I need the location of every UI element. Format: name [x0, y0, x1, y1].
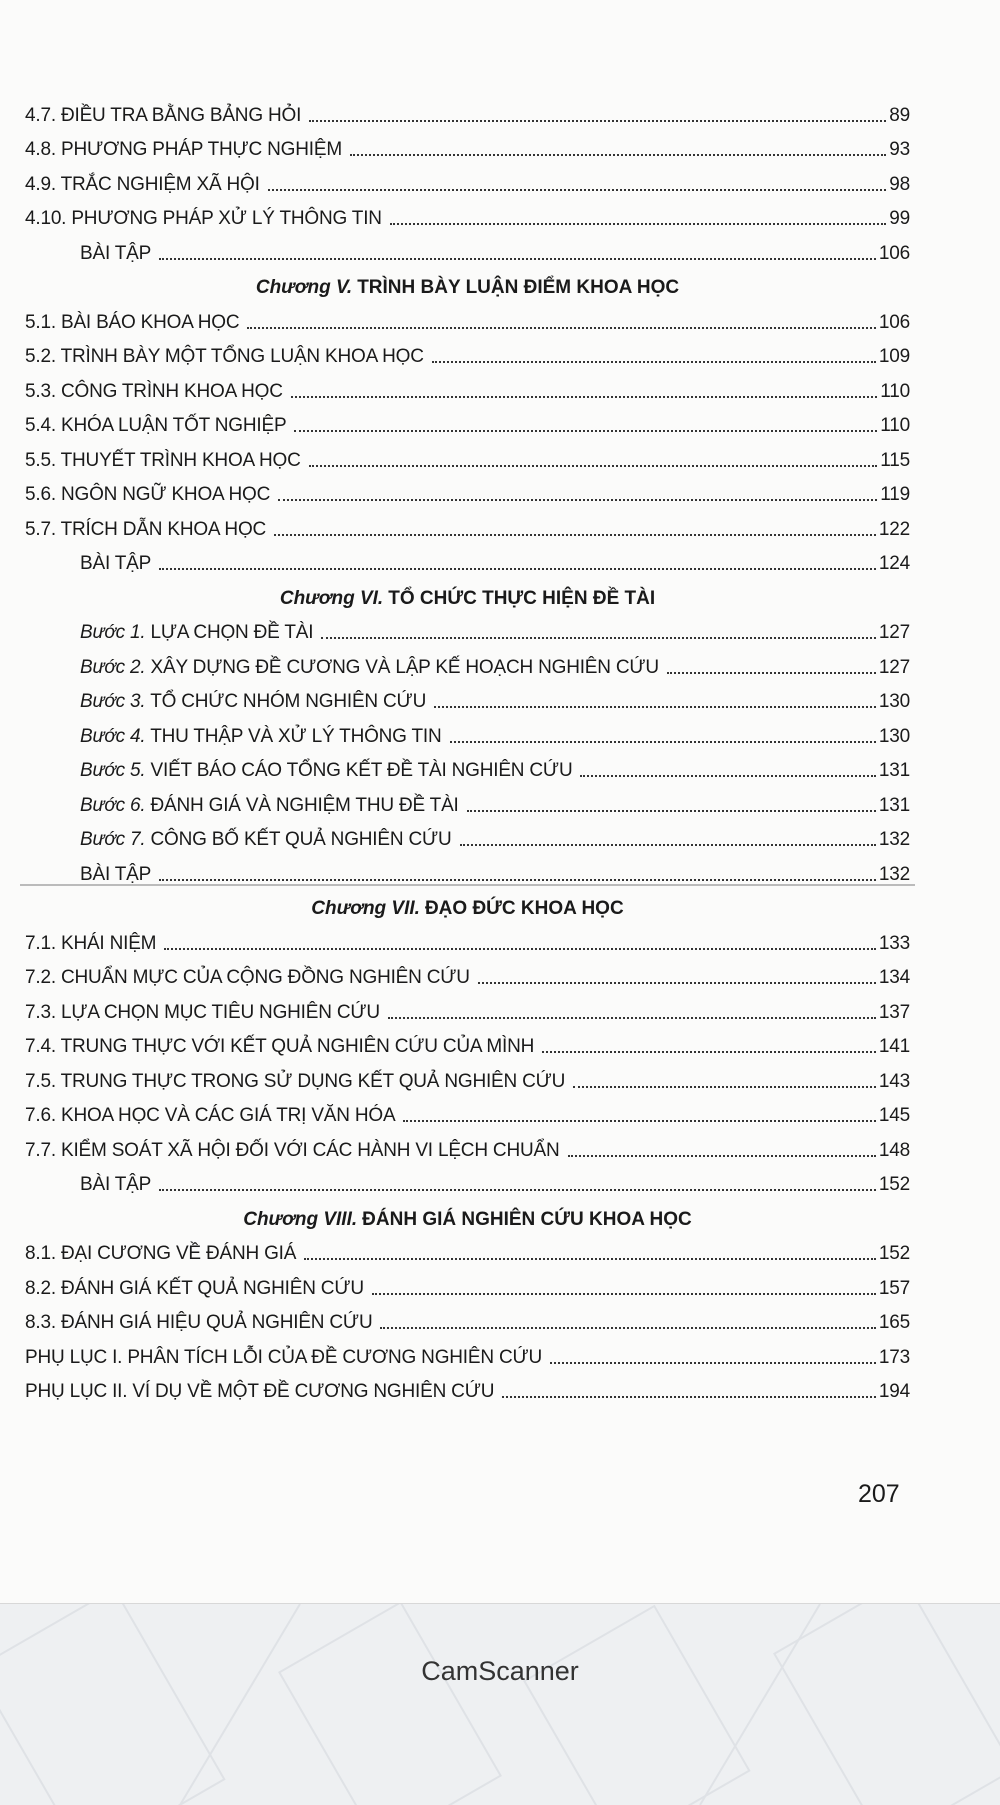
toc-entry — [25, 851, 910, 886]
entry-label-wrap — [25, 139, 342, 161]
dot-leader — [350, 154, 886, 156]
entry-page-number: 131 — [878, 760, 910, 781]
toc-entry — [25, 817, 910, 852]
entry-page-number: 110 — [880, 380, 910, 402]
entry-label: 4.10. PHƯƠNG PHÁP XỬ LÝ THÔNG TIN — [25, 208, 382, 229]
entry-label: 5.6. NGÔN NGỮ KHOA HỌC — [25, 484, 271, 505]
chapter-heading — [25, 265, 910, 300]
toc-entry — [25, 1369, 910, 1404]
entry-label-wrap — [25, 1071, 565, 1093]
dot-leader — [432, 361, 876, 363]
entry-page-number: 132 — [878, 829, 910, 850]
toc-entry — [25, 1058, 910, 1093]
toc-entry — [25, 506, 910, 541]
toc-entry — [25, 161, 910, 196]
entry-label-wrap — [80, 657, 659, 679]
entry-label-wrap — [25, 519, 266, 541]
entry-label-wrap — [80, 760, 572, 782]
toc-entry — [25, 472, 910, 507]
chapter-prefix: Chương V. — [255, 277, 353, 298]
chapter-title: ĐẠO ĐỨC KHOA HỌC — [424, 898, 624, 919]
entry-label-wrap — [80, 795, 459, 817]
toc-entry — [25, 1127, 910, 1162]
entry-page-number: 106 — [878, 242, 910, 264]
toc-entry — [25, 1231, 910, 1266]
dot-leader — [372, 1293, 876, 1295]
entry-page-number: 115 — [880, 449, 910, 471]
dot-leader — [268, 189, 887, 191]
step-prefix: Bước 6. — [80, 794, 146, 816]
entry-label: 5.4. KHÓA LUẬN TỐT NGHIỆP — [25, 415, 287, 436]
entry-label: VIẾT BÁO CÁO TỔNG KẾT ĐỀ TÀI NGHIÊN CỨU — [150, 760, 573, 781]
page-number: 207 — [858, 1480, 900, 1508]
chapter-title: TRÌNH BÀY LUẬN ĐIỂM KHOA HỌC — [357, 277, 680, 298]
chapter-prefix: Chương VIII. — [243, 1208, 358, 1230]
entry-label-wrap — [25, 1140, 560, 1162]
entry-label-wrap — [25, 312, 239, 334]
toc-entry — [25, 230, 910, 265]
dot-leader — [291, 396, 878, 398]
dot-leader — [403, 1120, 875, 1122]
toc-entry — [25, 920, 910, 955]
toc-entry — [25, 679, 910, 714]
chapter-prefix: Chương VII. — [311, 898, 420, 919]
dot-leader — [390, 223, 886, 225]
entry-page-number: 119 — [880, 484, 910, 505]
dot-leader — [159, 1189, 876, 1191]
entry-label: 7.4. TRUNG THỰC VỚI KẾT QUẢ NGHIÊN CỨU CỦA MÌNH — [25, 1036, 535, 1057]
toc-entry — [25, 1162, 910, 1197]
table-of-contents — [25, 92, 910, 1403]
toc-entry — [25, 1265, 910, 1300]
entry-label: BÀI TẬP — [80, 553, 152, 574]
dot-leader — [478, 982, 876, 984]
entry-label: 5.2. TRÌNH BÀY MỘT TỔNG LUẬN KHOA HỌC — [25, 346, 424, 367]
dot-leader — [450, 741, 876, 743]
entry-page-number: 124 — [878, 553, 910, 574]
entry-page-number: 131 — [878, 794, 910, 816]
dot-leader — [309, 465, 878, 467]
entry-label: 4.7. ĐIỀU TRA BẰNG BẢNG HỎI — [25, 104, 302, 126]
entry-page-number: 110 — [880, 415, 910, 436]
toc-entry — [25, 610, 910, 645]
entry-label: 5.3. CÔNG TRÌNH KHOA HỌC — [25, 380, 283, 402]
entry-page-number: 141 — [878, 1036, 910, 1057]
step-prefix: Bước 2. — [80, 656, 146, 678]
entry-page-number: 89 — [889, 104, 910, 126]
entry-page-number: 145 — [878, 1105, 910, 1126]
entry-label-wrap — [25, 1278, 364, 1300]
entry-label: 4.8. PHƯƠNG PHÁP THỰC NGHIỆM — [25, 139, 342, 160]
entry-label-wrap — [25, 1381, 494, 1403]
entry-page-number: 194 — [878, 1381, 910, 1402]
entry-page-number: 132 — [878, 863, 910, 885]
entry-label-wrap — [80, 864, 151, 886]
dot-leader — [247, 327, 876, 329]
chapter-heading — [25, 575, 910, 610]
background-pattern — [0, 1604, 1000, 1805]
entry-label: BÀI TẬP — [80, 1174, 152, 1195]
dot-leader — [294, 430, 877, 432]
dot-leader — [388, 1017, 876, 1019]
step-prefix: Bước 5. — [80, 760, 146, 781]
entry-label: 5.5. THUYẾT TRÌNH KHOA HỌC — [25, 449, 301, 471]
entry-page-number: 133 — [878, 932, 910, 954]
entry-label: PHỤ LỤC I. PHÂN TÍCH LỖI CỦA ĐỀ CƯƠNG NGHIÊN CỨU — [25, 1346, 543, 1368]
entry-label-wrap — [25, 415, 286, 437]
entry-page-number: 99 — [889, 208, 910, 229]
entry-page-number: 130 — [878, 691, 910, 712]
entry-label: BÀI TẬP — [80, 863, 152, 885]
chapter-heading — [25, 1196, 910, 1231]
entry-label-wrap — [25, 1312, 372, 1334]
entry-page-number: 134 — [878, 967, 910, 988]
toc-entry — [25, 1093, 910, 1128]
entry-label: 7.6. KHOA HỌC VÀ CÁC GIÁ TRỊ VĂN HÓA — [25, 1105, 396, 1126]
entry-page-number: 127 — [878, 656, 910, 678]
entry-page-number: 106 — [878, 311, 910, 333]
toc-entry — [25, 127, 910, 162]
dot-leader — [309, 120, 886, 122]
entry-page-number: 165 — [878, 1312, 910, 1333]
entry-label-wrap — [80, 1174, 151, 1196]
entry-page-number: 122 — [878, 518, 910, 540]
entry-page-number: 127 — [878, 622, 910, 643]
entry-label-wrap — [25, 346, 424, 368]
entry-label: THU THẬP VÀ XỬ LÝ THÔNG TIN — [150, 725, 442, 747]
entry-label: 4.9. TRẮC NGHIỆM XÃ HỘI — [25, 173, 260, 195]
entry-label-wrap — [25, 450, 301, 472]
entry-label: 7.3. LỰA CHỌN MỤC TIÊU NGHIÊN CỨU — [25, 1001, 380, 1023]
entry-page-number: 148 — [878, 1139, 910, 1161]
chapter-prefix: Chương VI. — [279, 587, 384, 609]
entry-label-wrap — [25, 1036, 534, 1058]
entry-page-number: 98 — [889, 173, 910, 195]
step-prefix: Bước 4. — [80, 725, 146, 747]
dot-leader — [159, 258, 876, 260]
dot-leader — [304, 1258, 876, 1260]
toc-entry — [25, 748, 910, 783]
dot-leader — [568, 1155, 876, 1157]
toc-entry — [25, 644, 910, 679]
toc-entry — [25, 955, 910, 990]
entry-label-wrap — [25, 1347, 542, 1369]
entry-page-number: 93 — [889, 139, 910, 160]
dot-leader — [159, 879, 876, 881]
toc-entry — [25, 782, 910, 817]
toc-entry — [25, 403, 910, 438]
entry-label: 7.1. KHÁI NIỆM — [25, 932, 157, 954]
dot-leader — [278, 499, 877, 501]
entry-label-wrap — [80, 726, 442, 748]
entry-label: XÂY DỰNG ĐỀ CƯƠNG VÀ LẬP KẾ HOẠCH NGHIÊN CỨU — [150, 656, 659, 678]
toc-entry — [25, 334, 910, 369]
entry-label-wrap — [25, 933, 156, 955]
dot-leader — [321, 637, 876, 639]
entry-label: 8.3. ĐÁNH GIÁ HIỆU QUẢ NGHIÊN CỨU — [25, 1312, 373, 1333]
dot-leader — [460, 844, 876, 846]
dot-leader — [434, 706, 876, 708]
entry-page-number: 137 — [878, 1001, 910, 1023]
toc-entry — [25, 299, 910, 334]
entry-page-number: 109 — [878, 346, 910, 367]
entry-label: PHỤ LỤC II. VÍ DỤ VỀ MỘT ĐỀ CƯƠNG NGHIÊN CỨU — [25, 1381, 495, 1402]
entry-page-number: 143 — [878, 1070, 910, 1092]
dot-leader — [580, 775, 875, 777]
dot-leader — [667, 672, 876, 674]
toc-entry — [25, 368, 910, 403]
dot-leader — [164, 948, 876, 950]
toc-entry — [25, 196, 910, 231]
toc-entry — [25, 437, 910, 472]
entry-label-wrap — [80, 553, 151, 575]
entry-label: 5.7. TRÍCH DẪN KHOA HỌC — [25, 518, 267, 540]
entry-label: 7.2. CHUẨN MỰC CỦA CỘNG ĐỒNG NGHIÊN CỨU — [25, 967, 470, 988]
chapter-heading — [25, 886, 910, 921]
entry-label-wrap — [25, 1002, 380, 1024]
entry-label-wrap — [25, 967, 470, 989]
entry-label: 8.2. ĐÁNH GIÁ KẾT QUẢ NGHIÊN CỨU — [25, 1277, 364, 1299]
chapter-title: ĐÁNH GIÁ NGHIÊN CỨU KHOA HỌC — [362, 1208, 692, 1230]
entry-label-wrap — [25, 105, 301, 127]
entry-label: CÔNG BỐ KẾT QUẢ NGHIÊN CỨU — [150, 829, 452, 850]
dot-leader — [550, 1362, 876, 1364]
toc-entry — [25, 1334, 910, 1369]
entry-label: 5.1. BÀI BÁO KHOA HỌC — [25, 311, 240, 333]
entry-label-wrap — [25, 208, 382, 230]
toc-entry — [25, 1300, 910, 1335]
dot-leader — [467, 810, 876, 812]
step-prefix: Bước 3. — [80, 691, 146, 712]
entry-label: TỔ CHỨC NHÓM NGHIÊN CỨU — [150, 691, 427, 712]
entry-page-number: 152 — [878, 1174, 910, 1195]
entry-label-wrap — [25, 381, 283, 403]
entry-label: 8.1. ĐẠI CƯƠNG VỀ ĐÁNH GIÁ — [25, 1243, 297, 1264]
dot-leader — [542, 1051, 876, 1053]
entry-label: BÀI TẬP — [80, 242, 152, 264]
step-prefix: Bước 1. — [80, 622, 146, 643]
entry-page-number: 157 — [878, 1277, 910, 1299]
chapter-title: TỔ CHỨC THỰC HIỆN ĐỀ TÀI — [388, 587, 656, 609]
entry-page-number: 152 — [878, 1243, 910, 1264]
toc-entry — [25, 713, 910, 748]
camscanner-watermark: CamScanner — [421, 1656, 579, 1686]
toc-entry — [25, 1024, 910, 1059]
entry-page-number: 130 — [878, 725, 910, 747]
dot-leader — [274, 534, 876, 536]
entry-label: LỰA CHỌN ĐỀ TÀI — [150, 622, 314, 643]
entry-label-wrap — [25, 174, 260, 196]
entry-label: 7.7. KIỂM SOÁT XÃ HỘI ĐỐI VỚI CÁC HÀNH VI LỆCH CHUẨN — [25, 1139, 560, 1161]
toc-entry — [25, 989, 910, 1024]
entry-label-wrap — [25, 484, 270, 506]
toc-entry — [25, 541, 910, 576]
entry-label-wrap — [80, 691, 426, 713]
dot-leader — [159, 568, 876, 570]
dot-leader — [502, 1396, 876, 1398]
entry-label: ĐÁNH GIÁ VÀ NGHIỆM THU ĐỀ TÀI — [150, 794, 459, 816]
entry-label-wrap — [80, 622, 313, 644]
entry-label-wrap — [80, 243, 151, 265]
entry-label-wrap — [80, 829, 452, 851]
toc-entry — [25, 92, 910, 127]
dot-leader — [380, 1327, 875, 1329]
dot-leader — [573, 1086, 876, 1088]
entry-label-wrap — [25, 1105, 395, 1127]
entry-page-number: 173 — [878, 1346, 910, 1368]
entry-label: 7.5. TRUNG THỰC TRONG SỬ DỤNG KẾT QUẢ NGHIÊN CỨU — [25, 1070, 566, 1092]
step-prefix: Bước 7. — [80, 829, 146, 850]
entry-label-wrap — [25, 1243, 296, 1265]
